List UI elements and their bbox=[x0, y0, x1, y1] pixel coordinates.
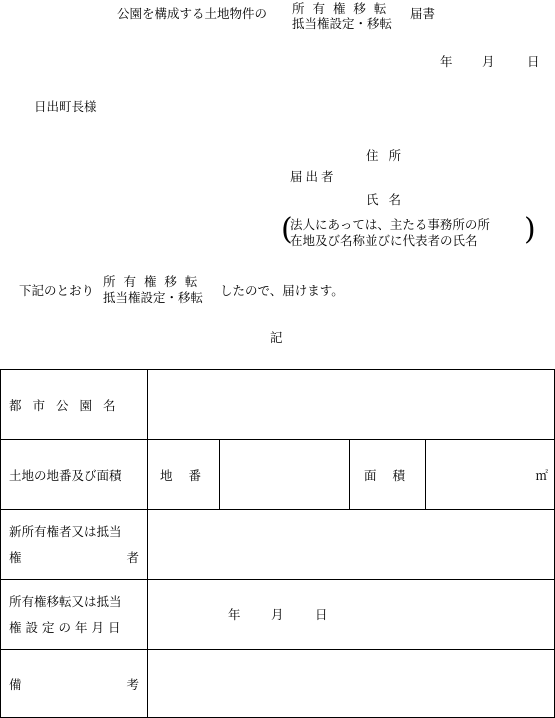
transfer-date-field[interactable] bbox=[148, 580, 555, 650]
note-text bbox=[290, 217, 490, 249]
remarks-row bbox=[1, 650, 555, 718]
address-label: 住 所 bbox=[366, 148, 404, 163]
title-prefix: 公園を構成する土地物件の bbox=[117, 6, 268, 21]
note-line-2: 在地及び名称並びに代表者の氏名 bbox=[290, 233, 478, 248]
remarks-field[interactable] bbox=[148, 650, 555, 718]
title-option-ownership-transfer: 所 有 権 移 転 bbox=[292, 1, 389, 16]
lot-number-field[interactable] bbox=[220, 440, 350, 510]
addressee: 日出町長様 bbox=[34, 99, 97, 114]
lot-number-label: 地 番 bbox=[160, 467, 207, 483]
remarks-label-a: 備 bbox=[9, 676, 22, 692]
land-label: 土地の地番及び面積 bbox=[9, 467, 122, 483]
header-date-day: 日 bbox=[527, 54, 540, 69]
remarks-label-cell bbox=[1, 650, 148, 718]
new-owner-label-line-2-b: 者 bbox=[126, 549, 139, 565]
statement-option-mortgage: 抵当権設定・移転 bbox=[103, 290, 204, 305]
note-line-1: 法人にあっては、主たる事務所の所 bbox=[290, 217, 490, 232]
new-owner-label-line-2 bbox=[9, 545, 139, 571]
form-table bbox=[0, 369, 555, 718]
transfer-date-year: 年 bbox=[228, 607, 241, 622]
transfer-date-row bbox=[1, 580, 555, 650]
applicant-label: 届出者 bbox=[290, 169, 337, 184]
area-unit: ㎡ bbox=[535, 467, 548, 483]
note-open-paren: ( bbox=[281, 212, 293, 247]
new-owner-label-line-1: 新所有権者又は抵当 bbox=[9, 523, 122, 539]
area-label-cell bbox=[350, 440, 426, 510]
name-label: 氏 名 bbox=[366, 192, 404, 207]
title-suffix: 届書 bbox=[410, 6, 436, 21]
header-date-month: 月 bbox=[482, 54, 495, 69]
park-name-field[interactable] bbox=[148, 370, 555, 440]
note-close-paren: ) bbox=[524, 212, 536, 247]
statement-option-ownership-transfer: 所 有 権 移 転 bbox=[103, 274, 200, 289]
statement-suffix: したので、届けます。 bbox=[220, 283, 344, 298]
title-option-mortgage: 抵当権設定・移転 bbox=[292, 16, 393, 31]
new-owner-field[interactable] bbox=[148, 510, 555, 580]
header-date-year: 年 bbox=[440, 54, 453, 69]
remarks-label-b: 考 bbox=[126, 676, 139, 692]
park-name-row bbox=[1, 370, 555, 440]
transfer-date-day: 日 bbox=[315, 607, 328, 622]
remarks-label bbox=[9, 675, 139, 693]
statement-prefix: 下記のとおり bbox=[19, 283, 95, 298]
land-label-cell bbox=[1, 440, 148, 510]
area-label: 面 積 bbox=[364, 467, 411, 483]
transfer-date-month: 月 bbox=[271, 607, 284, 622]
title-options bbox=[292, 1, 392, 31]
land-row bbox=[1, 440, 555, 510]
park-name-label: 都市公園名 bbox=[9, 397, 127, 413]
transfer-date-label-cell bbox=[1, 580, 148, 650]
new-owner-label-cell bbox=[1, 510, 148, 580]
transfer-date-label-line-2: 権設定の年月日 bbox=[9, 619, 125, 635]
new-owner-label-line-2-a: 権 bbox=[9, 549, 22, 565]
park-name-label-cell bbox=[1, 370, 148, 440]
area-field[interactable] bbox=[426, 440, 555, 510]
statement-options bbox=[103, 274, 203, 306]
new-owner-row bbox=[1, 510, 555, 580]
lot-number-label-cell bbox=[148, 440, 220, 510]
ki-label: 記 bbox=[270, 330, 283, 345]
transfer-date-label-line-1: 所有権移転又は抵当 bbox=[9, 593, 122, 609]
